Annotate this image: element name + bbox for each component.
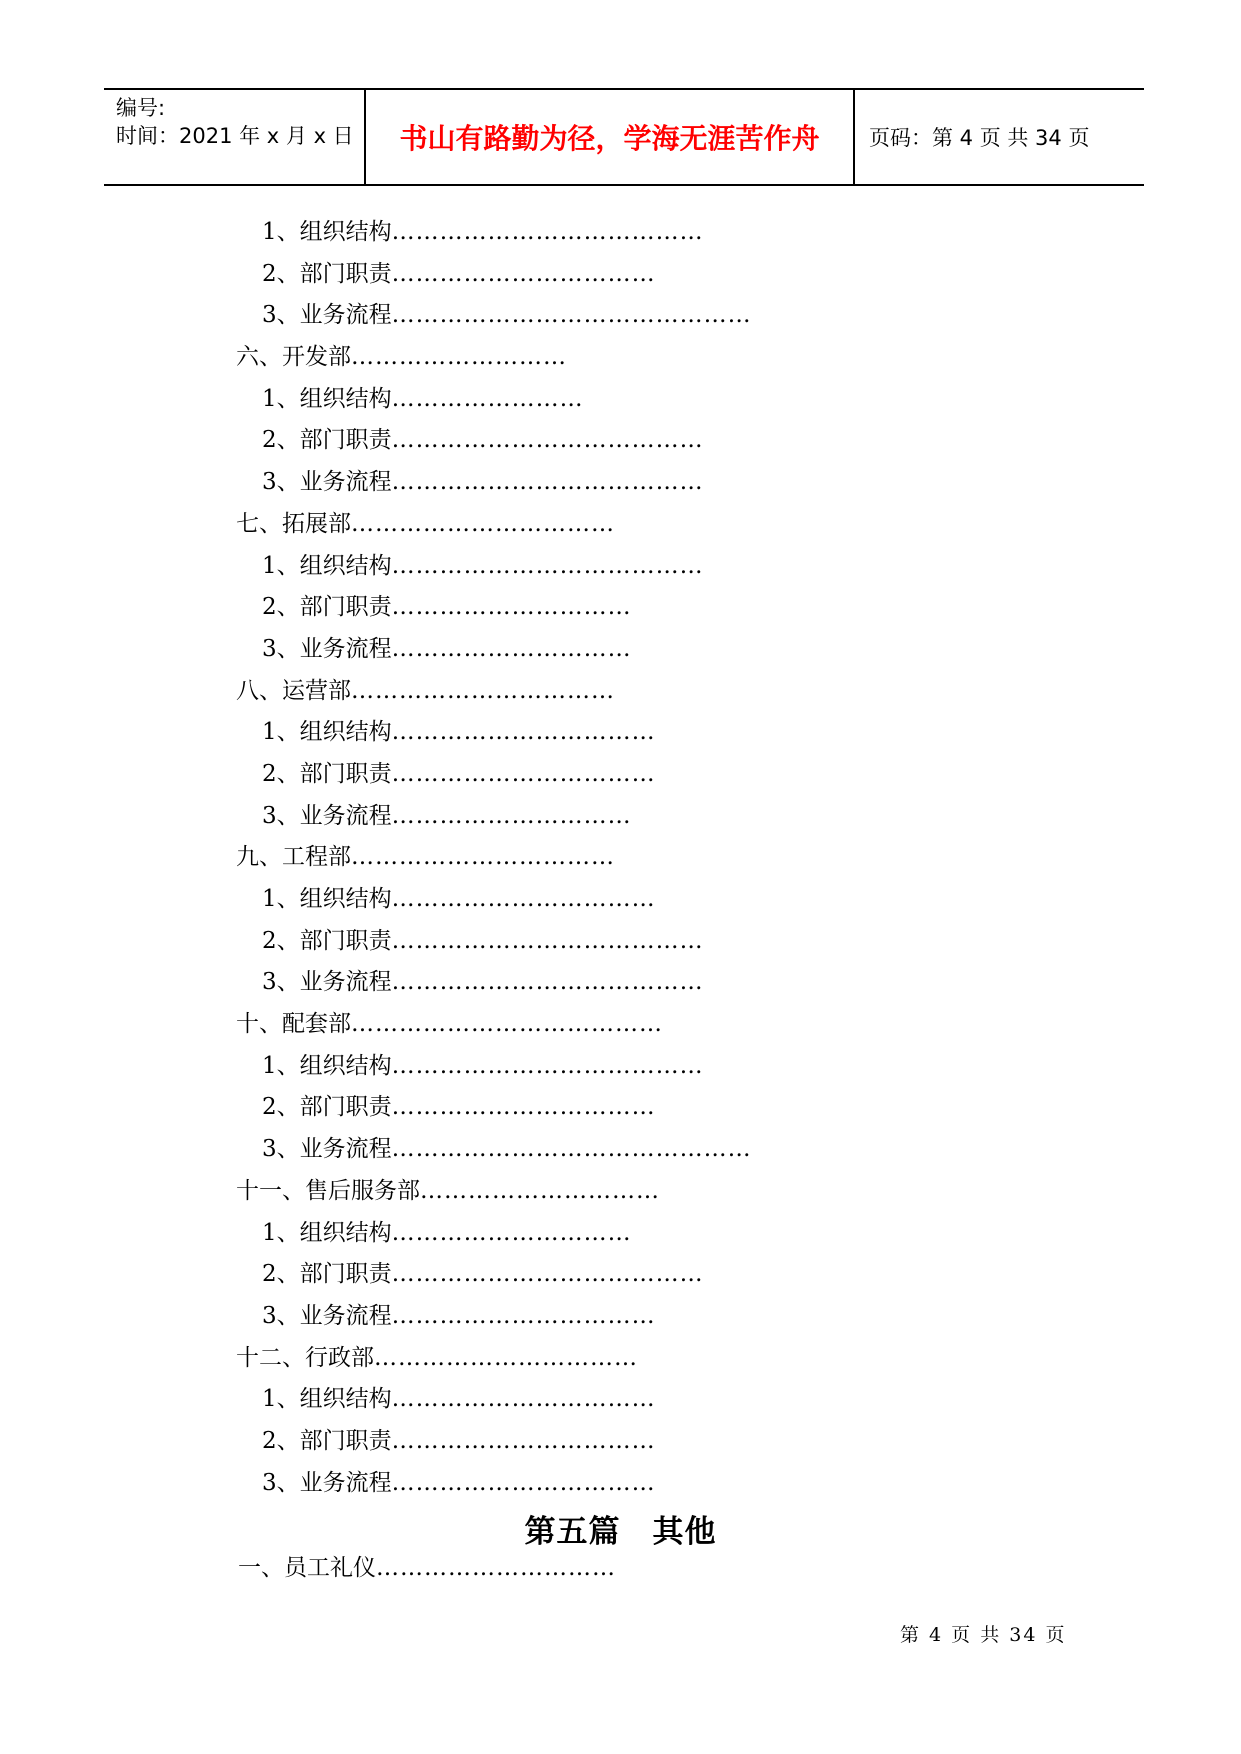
toc-leader-dots: …………………………… [391,1094,656,1121]
toc-subsection-entry[interactable] [0,295,1241,337]
toc-leader-dots: ………………………… [420,1177,660,1204]
toc-section-entry[interactable] [0,1171,1241,1213]
toc-entry-label: 3、业务流程 [262,302,392,329]
toc-subsection-entry[interactable] [0,921,1241,963]
toc-entry-label: 2、部门职责 [262,927,392,954]
toc-leader-dots: ………………………… [391,802,632,829]
toc-leader-dots: ………………………………… [391,927,704,954]
toc-entry-label: 1、组织结构 [262,1052,392,1079]
toc-entry-label: 十一、售后服务部 [236,1177,420,1204]
toc-leader-dots: …………………………… [391,886,656,912]
toc-leader-dots: …………………………… [391,1302,656,1329]
toc-subsection-entry[interactable] [0,1379,1241,1421]
toc-entry-label: 十二、行政部 [236,1344,374,1371]
toc-entry-label: 3、业务流程 [262,802,392,829]
toc-entry-label: 1、组织结构 [262,886,392,912]
toc-leader-dots: …………………………… [351,510,615,537]
page-footer: 第 4 页 共 34 页 [900,1624,1067,1646]
toc-section-entry[interactable] [0,337,1241,379]
toc-leader-dots: …………………… [391,385,584,412]
toc-entry-label: 3、业务流程 [262,1302,392,1329]
part-title: 第五篇 其他 [524,1514,717,1550]
toc-entry-label: 2、部门职责 [262,594,392,621]
toc-subsection-entry[interactable] [0,1087,1241,1129]
toc-leader-dots: ………………………… [391,594,632,621]
toc-subsection-entry[interactable] [0,1296,1241,1338]
toc-subsection-entry[interactable] [0,254,1241,296]
toc-entry-label: 3、业务流程 [262,969,392,996]
toc-entry-label: 八、运营部 [236,677,351,704]
toc-entry-label: 2、部门职责 [262,1094,392,1121]
toc-subsection-entry[interactable] [0,212,1241,254]
toc-entry-label: 十、配套部 [236,1011,351,1038]
toc-subsection-entry[interactable] [0,1254,1241,1296]
toc-entry-label: 1、组织结构 [262,719,392,746]
toc-leader-dots: ………………………… [376,1555,616,1581]
toc-entry-last[interactable] [238,1547,616,1589]
header-motto: 书山有路勤为径，学海无涯苦作舟 [366,90,855,184]
toc-subsection-entry[interactable] [0,879,1241,921]
toc-entry-label: 1、组织结构 [262,1219,392,1246]
toc-section-entry[interactable] [0,1004,1241,1046]
toc-leader-dots: …………………………… [351,677,615,704]
toc-leader-dots: …………………………… [391,260,656,287]
toc-section-entry[interactable] [0,671,1241,713]
toc-entry-label: 2、部门职责 [262,1427,392,1454]
toc-section-entry[interactable] [0,504,1241,546]
toc-leader-dots: …………………………… [391,1469,656,1496]
toc-entry-label: 2、部门职责 [262,427,392,454]
toc-leader-dots: ………………………………… [391,969,704,996]
toc-subsection-entry[interactable] [0,546,1241,588]
toc-entry-label: 3、业务流程 [262,1469,392,1496]
toc-leader-dots: …………………………… [391,760,656,787]
toc-entry-label: 2、部门职责 [262,260,392,287]
toc-entry-label: 3、业务流程 [262,635,392,662]
toc-entry-label: 1、组织结构 [262,1386,392,1413]
toc-leader-dots: ………………………… [391,635,632,662]
toc-subsection-entry[interactable] [0,420,1241,462]
toc-leader-dots: ……………………… [351,344,567,371]
toc-subsection-entry[interactable] [0,712,1241,754]
toc-entry-label: 七、拓展部 [236,510,351,537]
toc-subsection-entry[interactable] [0,796,1241,838]
toc-section-entry[interactable] [0,837,1241,879]
toc-entry-label: 3、业务流程 [262,1136,392,1163]
time-label: 时间：2021 年 x 月 x 日 [116,124,354,148]
toc-entry-label: 2、部门职责 [262,760,392,787]
toc-leader-dots: ………………………………… [391,427,704,454]
toc-subsection-entry[interactable] [0,1213,1241,1255]
serial-label: 编号: [116,96,166,120]
header-meta [104,90,366,184]
toc-entry-label: 一、员工礼仪 [238,1555,376,1581]
toc-subsection-entry[interactable] [0,754,1241,796]
toc-leader-dots: ………………………… [391,1219,632,1246]
toc-entry-label: 六、开发部 [236,344,351,371]
page-header [104,88,1144,186]
toc-subsection-entry[interactable] [0,962,1241,1004]
toc-entry-label: 2、部门职责 [262,1261,392,1288]
toc-leader-dots: ………………………………… [391,219,704,245]
toc-subsection-entry[interactable] [0,629,1241,671]
toc-subsection-entry[interactable] [0,379,1241,421]
toc-subsection-entry[interactable] [0,587,1241,629]
toc-entry-label: 九、工程部 [236,844,351,871]
toc-section-entry[interactable] [0,1338,1241,1380]
toc-leader-dots: ………………………………… [391,552,704,579]
toc-subsection-entry[interactable] [0,1129,1241,1171]
toc-leader-dots: …………………………… [391,1386,656,1413]
toc-subsection-entry[interactable] [0,1046,1241,1088]
toc-leader-dots: ………………………………… [391,469,704,496]
toc-leader-dots: …………………………… [374,1344,638,1371]
toc-entry-label: 1、组织结构 [262,552,392,579]
toc-leader-dots: …………………………… [391,719,656,746]
header-page-code: 页码：第 4 页 共 34 页 [869,126,1090,150]
toc-subsection-entry[interactable] [0,1421,1241,1463]
toc-leader-dots: ………………………………… [351,1011,663,1038]
toc-entry-label: 1、组织结构 [262,219,392,245]
toc-leader-dots: ………………………………… [391,1052,704,1079]
toc-entry-label: 1、组织结构 [262,385,392,412]
toc-leader-dots: …………………………… [391,1427,656,1454]
toc-leader-dots: ……………………………………… [391,302,752,329]
toc-leader-dots: ……………………………………… [391,1136,752,1163]
toc-subsection-entry[interactable] [0,462,1241,504]
toc-entry-label: 3、业务流程 [262,469,392,496]
toc-leader-dots: ………………………………… [391,1261,704,1288]
table-of-contents [0,212,1241,1504]
toc-leader-dots: …………………………… [351,844,615,871]
toc-subsection-entry[interactable] [0,1463,1241,1505]
